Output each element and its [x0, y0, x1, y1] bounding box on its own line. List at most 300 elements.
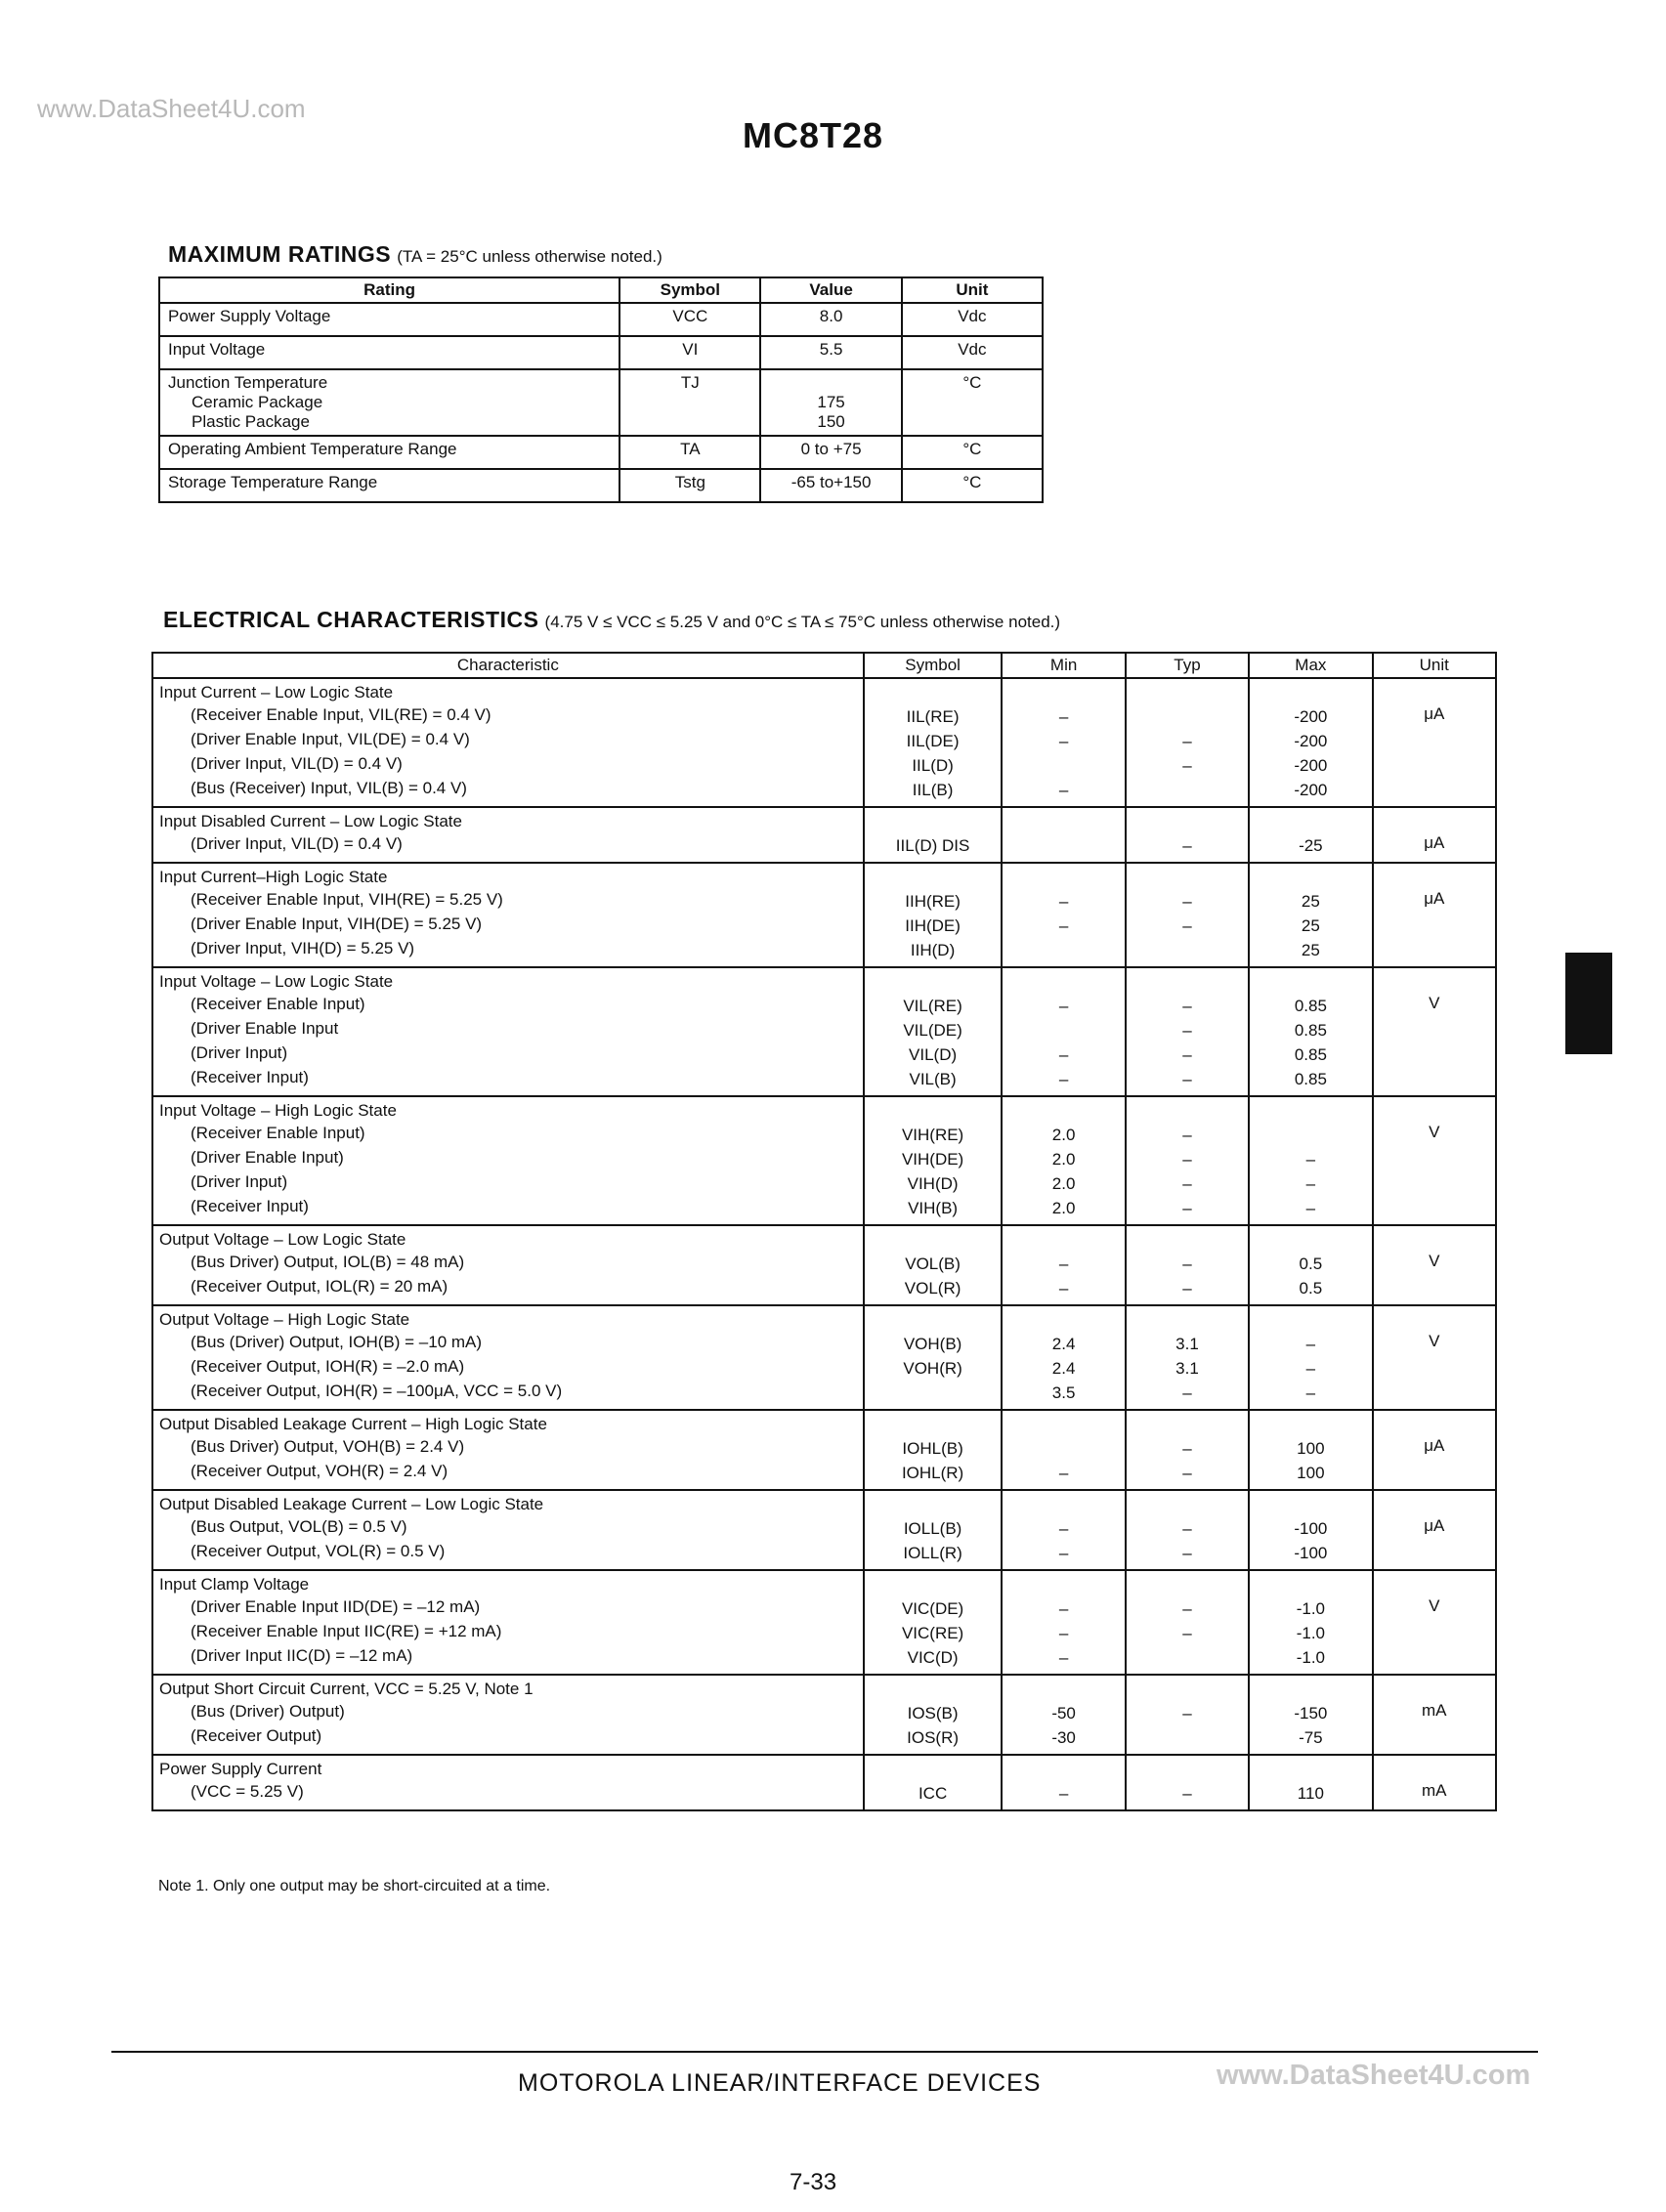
typ-cell: [1126, 807, 1249, 863]
min-value: -50: [1051, 1704, 1076, 1723]
characteristic-condition: (Driver Enable Input, VIL(DE) = 0.4 V): [191, 730, 470, 748]
characteristic-title: Output Disabled Leakage Current – Low Logic State: [159, 1495, 544, 1513]
typ-value: 3.1: [1175, 1359, 1199, 1378]
typ-value: –: [1182, 1784, 1192, 1803]
symbol-cell: [864, 1570, 1003, 1675]
characteristic-title: Output Disabled Leakage Current – High Logic State: [159, 1415, 547, 1433]
characteristic-cell: [152, 678, 864, 807]
symbol-value: IOLL(R): [903, 1544, 962, 1562]
characteristic-condition: (Receiver Output, VOH(R) = 2.4 V): [191, 1462, 449, 1480]
characteristic-condition: (Driver Enable Input, VIH(DE) = 5.25 V): [191, 915, 483, 933]
rating-row: [159, 469, 1043, 502]
typ-value: –: [1182, 1383, 1192, 1402]
characteristic-cell: [152, 1096, 864, 1225]
max-cell: [1249, 863, 1372, 967]
rating-unit: °C: [902, 369, 1043, 436]
unit-cell: mA: [1373, 1755, 1496, 1810]
max-value: 0.5: [1299, 1255, 1323, 1273]
max-value: 100: [1297, 1439, 1325, 1458]
max-value: 25: [1301, 892, 1320, 911]
typ-value: –: [1182, 1464, 1192, 1482]
rating-row: [159, 436, 1043, 469]
symbol-value: VIH(RE): [901, 1126, 964, 1144]
max-value: [1256, 1123, 1365, 1147]
min-cell: [1002, 1305, 1125, 1410]
symbol-value: IOHL(B): [902, 1439, 963, 1458]
min-value: –: [1058, 1544, 1069, 1562]
footer-text: MOTOROLA LINEAR/INTERFACE DEVICES: [518, 2069, 1042, 2097]
elec-row: [152, 807, 1496, 863]
col-header-characteristic: Characteristic: [152, 653, 864, 678]
max-ratings-condition: (TA = 25°C unless otherwise noted.): [397, 247, 662, 266]
symbol-value: VIL(D): [909, 1045, 958, 1064]
typ-value: 3.1: [1175, 1335, 1199, 1353]
unit-cell: V: [1373, 1305, 1496, 1410]
footnote: Note 1. Only one output may be short-circuited at a time.: [158, 1878, 551, 1894]
min-cell: [1002, 1410, 1125, 1490]
rating-name-cell: [159, 336, 619, 369]
characteristic-title: Output Voltage – Low Logic State: [159, 1230, 406, 1249]
characteristic-cell: [152, 967, 864, 1096]
rating-value-cell: [760, 369, 901, 436]
max-value: 110: [1297, 1784, 1324, 1803]
typ-value: –: [1182, 1519, 1192, 1538]
max-cell: [1249, 1305, 1372, 1410]
min-value: –: [1058, 781, 1069, 799]
typ-value: –: [1182, 1544, 1192, 1562]
elec-row: [152, 1570, 1496, 1675]
typ-value: –: [1182, 892, 1192, 911]
elec-row: [152, 1490, 1496, 1570]
typ-value: –: [1182, 1045, 1192, 1064]
elec-row: [152, 1675, 1496, 1755]
symbol-cell: [864, 1225, 1003, 1305]
characteristic-condition: (Receiver Output, IOH(R) = –2.0 mA): [191, 1357, 465, 1376]
characteristic-condition: (Driver Input): [191, 1172, 288, 1191]
typ-value: [1132, 938, 1242, 962]
symbol-value: IOS(R): [907, 1728, 960, 1747]
max-cell: [1249, 1096, 1372, 1225]
max-cell: [1249, 1675, 1372, 1755]
symbol-cell: [864, 863, 1003, 967]
unit-cell: μA: [1373, 678, 1496, 807]
min-value: 3.5: [1051, 1383, 1076, 1402]
characteristic-condition: (VCC = 5.25 V): [191, 1782, 304, 1801]
elec-row: [152, 967, 1496, 1096]
rating-row: [159, 303, 1043, 336]
min-value: –: [1058, 1648, 1069, 1667]
max-cell: [1249, 1410, 1372, 1490]
min-cell: [1002, 863, 1125, 967]
rating-value-cell: [760, 469, 901, 502]
symbol-value: VOL(R): [904, 1279, 961, 1297]
rating-value: 150: [817, 412, 845, 431]
max-value: –: [1305, 1383, 1316, 1402]
characteristic-cell: [152, 807, 864, 863]
min-value: [1008, 1018, 1118, 1042]
symbol-value: VIL(B): [909, 1070, 957, 1088]
symbol-cell: [864, 1305, 1003, 1410]
min-value: –: [1058, 1599, 1069, 1618]
characteristic-title: Input Clamp Voltage: [159, 1575, 310, 1594]
min-value: 2.0: [1051, 1126, 1076, 1144]
rating-row: [159, 369, 1043, 436]
max-cell: [1249, 967, 1372, 1096]
elec-char-table: [151, 652, 1497, 1811]
rating-row: [159, 336, 1043, 369]
characteristic-title: Input Current – Low Logic State: [159, 683, 394, 702]
symbol-value: IIH(DE): [905, 916, 961, 935]
min-value: 2.0: [1051, 1174, 1076, 1193]
typ-cell: [1126, 1096, 1249, 1225]
symbol-cell: [864, 1755, 1003, 1810]
col-header-unit: Unit: [1373, 653, 1496, 678]
max-value: 100: [1297, 1464, 1325, 1482]
rating-value: 175: [817, 393, 845, 411]
rating-value-cell: [760, 436, 901, 469]
characteristic-cell: [152, 1570, 864, 1675]
rating-name: Storage Temperature Range: [168, 473, 378, 491]
min-value: 2.0: [1051, 1199, 1076, 1217]
col-header-rating: Rating: [159, 277, 619, 303]
characteristic-title: Input Disabled Current – Low Logic State: [159, 812, 462, 830]
characteristic-title: Input Voltage – High Logic State: [159, 1101, 397, 1120]
rating-name-cell: [159, 436, 619, 469]
col-header-symbol: Symbol: [864, 653, 1003, 678]
min-value: –: [1058, 732, 1069, 750]
typ-value: –: [1182, 1255, 1192, 1273]
max-value: -1.0: [1296, 1648, 1325, 1667]
characteristic-condition: (Receiver Enable Input): [191, 1124, 365, 1142]
symbol-value: VIL(RE): [903, 997, 962, 1015]
unit-cell: μA: [1373, 1490, 1496, 1570]
characteristic-condition: (Bus (Driver) Output, IOH(B) = –10 mA): [191, 1333, 483, 1351]
max-value: -150: [1294, 1704, 1328, 1723]
typ-value: –: [1182, 1199, 1192, 1217]
characteristic-title: Output Short Circuit Current, VCC = 5.25 V, Note 1: [159, 1680, 534, 1698]
typ-value: –: [1182, 1439, 1192, 1458]
max-value: –: [1305, 1359, 1316, 1378]
elec-title: ELECTRICAL CHARACTERISTICS: [163, 607, 539, 632]
typ-cell: [1126, 1675, 1249, 1755]
col-header-symbol: Symbol: [619, 277, 760, 303]
characteristic-condition: (Receiver Enable Input, VIL(RE) = 0.4 V): [191, 705, 491, 724]
characteristic-condition: (Driver Enable Input): [191, 1148, 344, 1167]
min-value: -30: [1051, 1728, 1076, 1747]
max-cell: [1249, 1755, 1372, 1810]
max-value: -25: [1299, 836, 1323, 855]
typ-cell: [1126, 1570, 1249, 1675]
rating-value-cell: [760, 303, 901, 336]
footer-rule: [111, 2051, 1538, 2053]
characteristic-cell: [152, 863, 864, 967]
typ-value: –: [1182, 997, 1192, 1015]
elec-row: [152, 1305, 1496, 1410]
rating-name: Power Supply Voltage: [168, 307, 331, 325]
max-value: 0.85: [1294, 1045, 1327, 1064]
max-ratings-heading: [168, 241, 662, 268]
characteristic-condition: (Driver Input): [191, 1043, 288, 1062]
min-value: 2.0: [1051, 1150, 1076, 1169]
col-header-max: Max: [1249, 653, 1372, 678]
symbol-value: VOH(R): [903, 1359, 962, 1378]
symbol-value: VIH(B): [908, 1199, 959, 1217]
characteristic-condition: (Bus Output, VOL(B) = 0.5 V): [191, 1517, 407, 1536]
characteristic-cell: [152, 1410, 864, 1490]
typ-cell: [1126, 863, 1249, 967]
max-value: -200: [1294, 707, 1328, 726]
symbol-cell: [864, 678, 1003, 807]
symbol-cell: [864, 807, 1003, 863]
max-value: -200: [1294, 781, 1328, 799]
symbol-value: VIH(DE): [901, 1150, 964, 1169]
typ-value: –: [1182, 1279, 1192, 1297]
symbol-cell: [864, 967, 1003, 1096]
section-tab-marker: [1565, 953, 1612, 1054]
rating-symbol: Tstg: [619, 469, 760, 502]
min-cell: [1002, 967, 1125, 1096]
max-value: –: [1305, 1174, 1316, 1193]
typ-cell: [1126, 1410, 1249, 1490]
typ-value: [1132, 1645, 1242, 1670]
typ-value: [1132, 704, 1242, 729]
rating-unit: °C: [902, 436, 1043, 469]
characteristic-condition: (Receiver Input): [191, 1197, 309, 1215]
elec-condition: (4.75 V ≤ VCC ≤ 5.25 V and 0°C ≤ TA ≤ 75°C unless otherwise noted.): [544, 613, 1061, 631]
typ-value: –: [1182, 1704, 1192, 1723]
symbol-value: IIL(D) DIS: [895, 836, 970, 855]
typ-value: [1132, 778, 1242, 802]
max-value: -1.0: [1296, 1599, 1325, 1618]
watermark-top: www.DataSheet4U.com: [37, 94, 306, 123]
min-value: –: [1058, 1784, 1069, 1803]
typ-value: –: [1182, 756, 1192, 775]
typ-value: –: [1182, 836, 1192, 855]
min-value: [1008, 753, 1118, 778]
max-value: 0.5: [1299, 1279, 1323, 1297]
max-value: –: [1305, 1199, 1316, 1217]
symbol-value: VOL(B): [905, 1255, 961, 1273]
symbol-value: VIC(D): [907, 1648, 959, 1667]
typ-value: [1132, 1725, 1242, 1750]
symbol-value: IIL(D): [912, 756, 954, 775]
max-cell: [1249, 1490, 1372, 1570]
rating-sub-item: Plastic Package: [192, 412, 310, 431]
symbol-value: IOHL(R): [901, 1464, 964, 1482]
symbol-value: IIH(RE): [905, 892, 961, 911]
unit-cell: μA: [1373, 1410, 1496, 1490]
unit-cell: V: [1373, 1225, 1496, 1305]
characteristic-condition: (Receiver Enable Input, VIH(RE) = 5.25 V): [191, 890, 503, 909]
symbol-value: [871, 1381, 996, 1405]
characteristic-title: Output Voltage – High Logic State: [159, 1310, 410, 1329]
min-value: –: [1058, 1519, 1069, 1538]
page-number: 7-33: [790, 2169, 837, 2195]
symbol-value: VIC(RE): [901, 1624, 964, 1642]
rating-name-cell: [159, 303, 619, 336]
unit-cell: V: [1373, 1096, 1496, 1225]
characteristic-condition: (Receiver Output, VOL(R) = 0.5 V): [191, 1542, 446, 1560]
col-header-min: Min: [1002, 653, 1125, 678]
max-value: –: [1305, 1150, 1316, 1169]
min-value: –: [1058, 892, 1069, 911]
characteristic-condition: (Driver Input IIC(D) = –12 mA): [191, 1646, 413, 1665]
characteristic-cell: [152, 1755, 864, 1810]
rating-name: Operating Ambient Temperature Range: [168, 440, 457, 458]
typ-cell: [1126, 967, 1249, 1096]
characteristic-title: Power Supply Current: [159, 1760, 322, 1778]
rating-symbol: TA: [619, 436, 760, 469]
characteristic-condition: (Bus Driver) Output, IOL(B) = 48 mA): [191, 1253, 465, 1271]
symbol-value: VIC(DE): [901, 1599, 964, 1618]
elec-row: [152, 863, 1496, 967]
rating-symbol: VCC: [619, 303, 760, 336]
typ-value: –: [1182, 732, 1192, 750]
rating-value: 0 to +75: [800, 440, 862, 458]
characteristic-condition: (Receiver Enable Input): [191, 995, 365, 1013]
characteristic-title: Input Voltage – Low Logic State: [159, 972, 394, 991]
col-header-unit: Unit: [902, 277, 1043, 303]
rating-symbol: VI: [619, 336, 760, 369]
max-cell: [1249, 678, 1372, 807]
symbol-value: IOLL(B): [903, 1519, 962, 1538]
characteristic-condition: (Bus Driver) Output, VOH(B) = 2.4 V): [191, 1437, 465, 1456]
col-header-value: Value: [760, 277, 901, 303]
typ-value: –: [1182, 1599, 1192, 1618]
max-value: 25: [1301, 916, 1320, 935]
min-value: –: [1058, 707, 1069, 726]
min-value: [1008, 833, 1118, 858]
characteristic-condition: (Receiver Enable Input IIC(RE) = +12 mA): [191, 1622, 502, 1640]
min-cell: [1002, 1096, 1125, 1225]
symbol-cell: [864, 1675, 1003, 1755]
rating-symbol: TJ: [619, 369, 760, 436]
unit-cell: mA: [1373, 1675, 1496, 1755]
max-value: -200: [1294, 756, 1328, 775]
min-value: 2.4: [1051, 1359, 1076, 1378]
rating-name-cell: [159, 369, 619, 436]
min-cell: [1002, 1225, 1125, 1305]
characteristic-condition: (Receiver Output): [191, 1726, 322, 1745]
rating-name-cell: [159, 469, 619, 502]
typ-value: –: [1182, 1070, 1192, 1088]
rating-unit: Vdc: [902, 336, 1043, 369]
characteristic-condition: (Bus (Driver) Output): [191, 1702, 345, 1721]
symbol-value: VIH(D): [907, 1174, 959, 1193]
characteristic-cell: [152, 1675, 864, 1755]
max-value: 0.85: [1294, 1021, 1327, 1040]
rating-value: -65 to+150: [790, 473, 872, 491]
rating-value-cell: [760, 336, 901, 369]
min-cell: [1002, 1490, 1125, 1570]
rating-unit: °C: [902, 469, 1043, 502]
max-value: 25: [1301, 941, 1320, 959]
rating-sub-item: Ceramic Package: [192, 393, 323, 411]
max-value: 0.85: [1294, 997, 1327, 1015]
max-value: 0.85: [1294, 1070, 1327, 1088]
symbol-value: IOS(B): [907, 1704, 959, 1723]
elec-row: [152, 1096, 1496, 1225]
min-cell: [1002, 678, 1125, 807]
characteristic-condition: (Driver Input, VIL(D) = 0.4 V): [191, 754, 403, 773]
characteristic-title: Input Current–High Logic State: [159, 868, 388, 886]
watermark-bottom: www.DataSheet4U.com: [1217, 2060, 1531, 2091]
typ-cell: [1126, 1305, 1249, 1410]
symbol-value: IIL(RE): [906, 707, 960, 726]
max-ratings-table: [158, 276, 1044, 503]
typ-value: –: [1182, 1126, 1192, 1144]
elec-row: [152, 1755, 1496, 1810]
symbol-cell: [864, 1096, 1003, 1225]
min-cell: [1002, 1570, 1125, 1675]
typ-value: –: [1182, 916, 1192, 935]
min-value: –: [1058, 1045, 1069, 1064]
elec-row: [152, 1225, 1496, 1305]
max-cell: [1249, 807, 1372, 863]
unit-cell: V: [1373, 967, 1496, 1096]
max-ratings-title: MAXIMUM RATINGS: [168, 241, 392, 267]
rating-name: Input Voltage: [168, 340, 266, 359]
min-value: –: [1058, 1255, 1069, 1273]
characteristic-condition: (Driver Input, VIH(D) = 5.25 V): [191, 939, 415, 957]
typ-cell: [1126, 1225, 1249, 1305]
min-value: 2.4: [1051, 1335, 1076, 1353]
rating-value: 8.0: [819, 307, 843, 325]
elec-row: [152, 678, 1496, 807]
max-ratings-header-row: [159, 277, 1043, 303]
symbol-value: VIL(DE): [903, 1021, 962, 1040]
min-value: [1008, 1436, 1118, 1461]
typ-cell: [1126, 678, 1249, 807]
characteristic-cell: [152, 1305, 864, 1410]
typ-value: –: [1182, 1174, 1192, 1193]
typ-cell: [1126, 1755, 1249, 1810]
max-cell: [1249, 1225, 1372, 1305]
part-number-title: MC8T28: [743, 115, 884, 155]
min-value: –: [1058, 916, 1069, 935]
max-cell: [1249, 1570, 1372, 1675]
characteristic-condition: (Driver Enable Input IID(DE) = –12 mA): [191, 1597, 481, 1616]
max-value: -100: [1294, 1544, 1328, 1562]
unit-cell: V: [1373, 1570, 1496, 1675]
symbol-cell: [864, 1410, 1003, 1490]
elec-row: [152, 1410, 1496, 1490]
min-value: –: [1058, 1070, 1069, 1088]
max-value: -200: [1294, 732, 1328, 750]
symbol-value: IIL(DE): [906, 732, 960, 750]
characteristic-condition: (Driver Input, VIL(D) = 0.4 V): [191, 834, 403, 853]
typ-value: –: [1182, 1150, 1192, 1169]
symbol-value: IIH(D): [910, 941, 956, 959]
typ-value: –: [1182, 1624, 1192, 1642]
characteristic-cell: [152, 1225, 864, 1305]
symbol-cell: [864, 1490, 1003, 1570]
min-value: –: [1058, 1279, 1069, 1297]
min-cell: [1002, 1675, 1125, 1755]
unit-cell: μA: [1373, 807, 1496, 863]
max-value: -100: [1294, 1519, 1328, 1538]
characteristic-cell: [152, 1490, 864, 1570]
typ-value: –: [1182, 1021, 1192, 1040]
symbol-value: IIL(B): [912, 781, 954, 799]
rating-unit: Vdc: [902, 303, 1043, 336]
max-value: -75: [1299, 1728, 1323, 1747]
min-value: –: [1058, 1464, 1069, 1482]
elec-heading: [163, 607, 1060, 633]
min-value: [1008, 938, 1118, 962]
max-value: -1.0: [1296, 1624, 1325, 1642]
characteristic-condition: (Receiver Output, IOH(R) = –100μA, VCC = 5.0 V): [191, 1382, 563, 1400]
